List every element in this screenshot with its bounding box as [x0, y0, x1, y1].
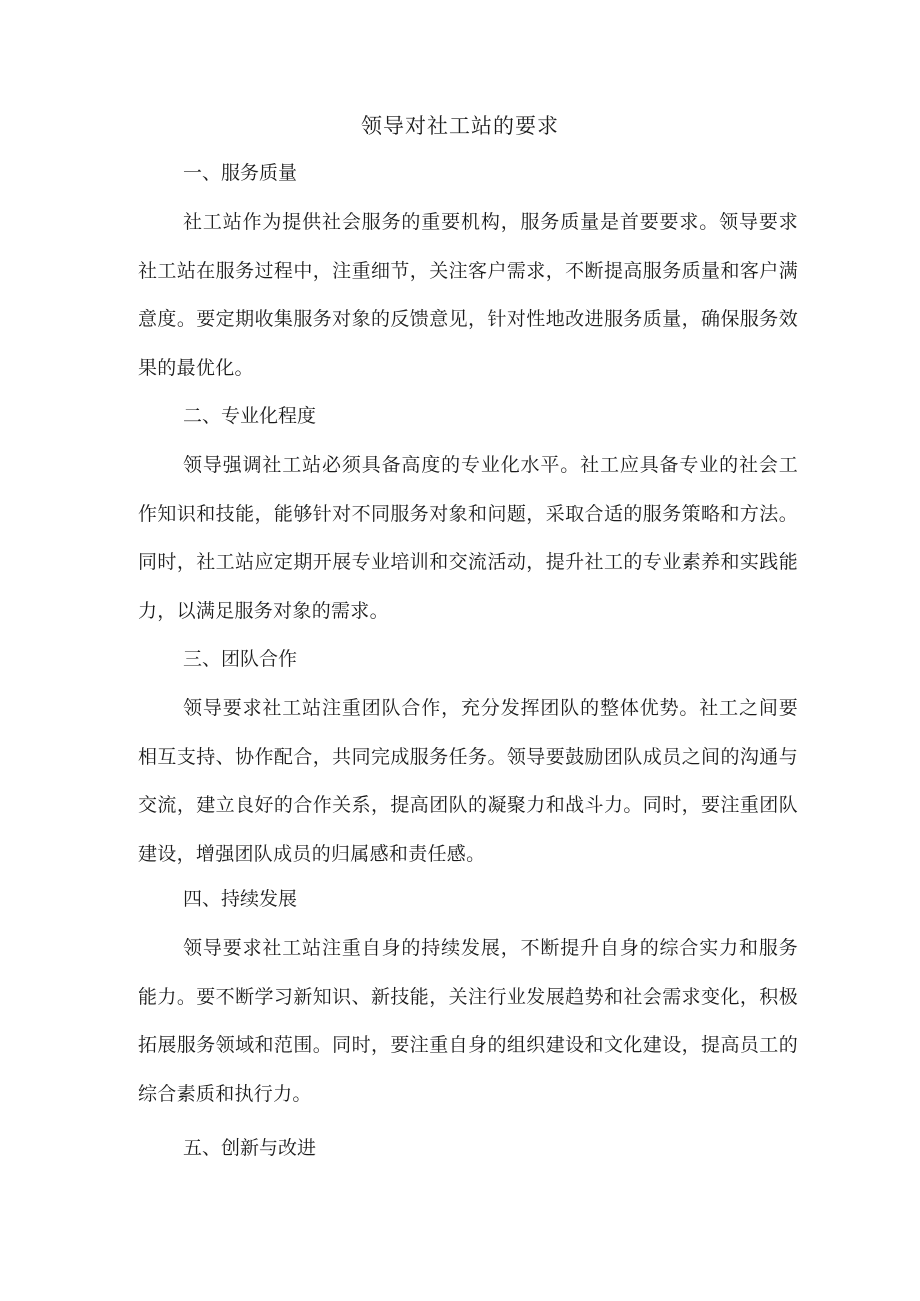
section-heading-innovation: 五、创新与改进 [183, 1137, 317, 1159]
section-body-sustainable-development: 领导要求社工站注重自身的持续发展，不断提升自身的综合实力和服务能力。要不断学习新知识、新技能，关注行业发展趋势和社会需求变化，积极拓展服务领域和范围。同时，要注重自身的组织建设和文化建设，提高员工的综合素质和执行力。 [138, 937, 798, 1105]
section-heading-service-quality: 一、服务质量 [183, 162, 298, 184]
section-heading-professionalism: 二、专业化程度 [183, 405, 317, 427]
section-heading-sustainable-development: 四、持续发展 [183, 888, 298, 910]
section-body-teamwork: 领导要求社工站注重团队合作，充分发挥团队的整体优势。社工之间要相互支持、协作配合，共同完成服务任务。领导要鼓励团队成员之间的沟通与交流，建立良好的合作关系，提高团队的凝聚力和战斗力。同时，要注重团队建设，增强团队成员的归属感和责任感。 [138, 697, 798, 865]
section-body-professionalism: 领导强调社工站必须具备高度的专业化水平。社工应具备专业的社会工作知识和技能，能够针对不同服务对象和问题，采取合适的服务策略和方法。同时，社工站应定期开展专业培训和交流活动，提升社工的专业素养和实践能力，以满足服务对象的需求。 [138, 454, 798, 622]
document-title: 领导对社工站的要求 [361, 114, 559, 138]
section-heading-teamwork: 三、团队合作 [183, 648, 298, 670]
section-body-service-quality: 社工站作为提供社会服务的重要机构，服务质量是首要要求。领导要求社工站在服务过程中，注重细节，关注客户需求，不断提高服务质量和客户满意度。要定期收集服务对象的反馈意见，针对性地改进服务质量，确保服务效果的最优化。 [138, 211, 798, 379]
